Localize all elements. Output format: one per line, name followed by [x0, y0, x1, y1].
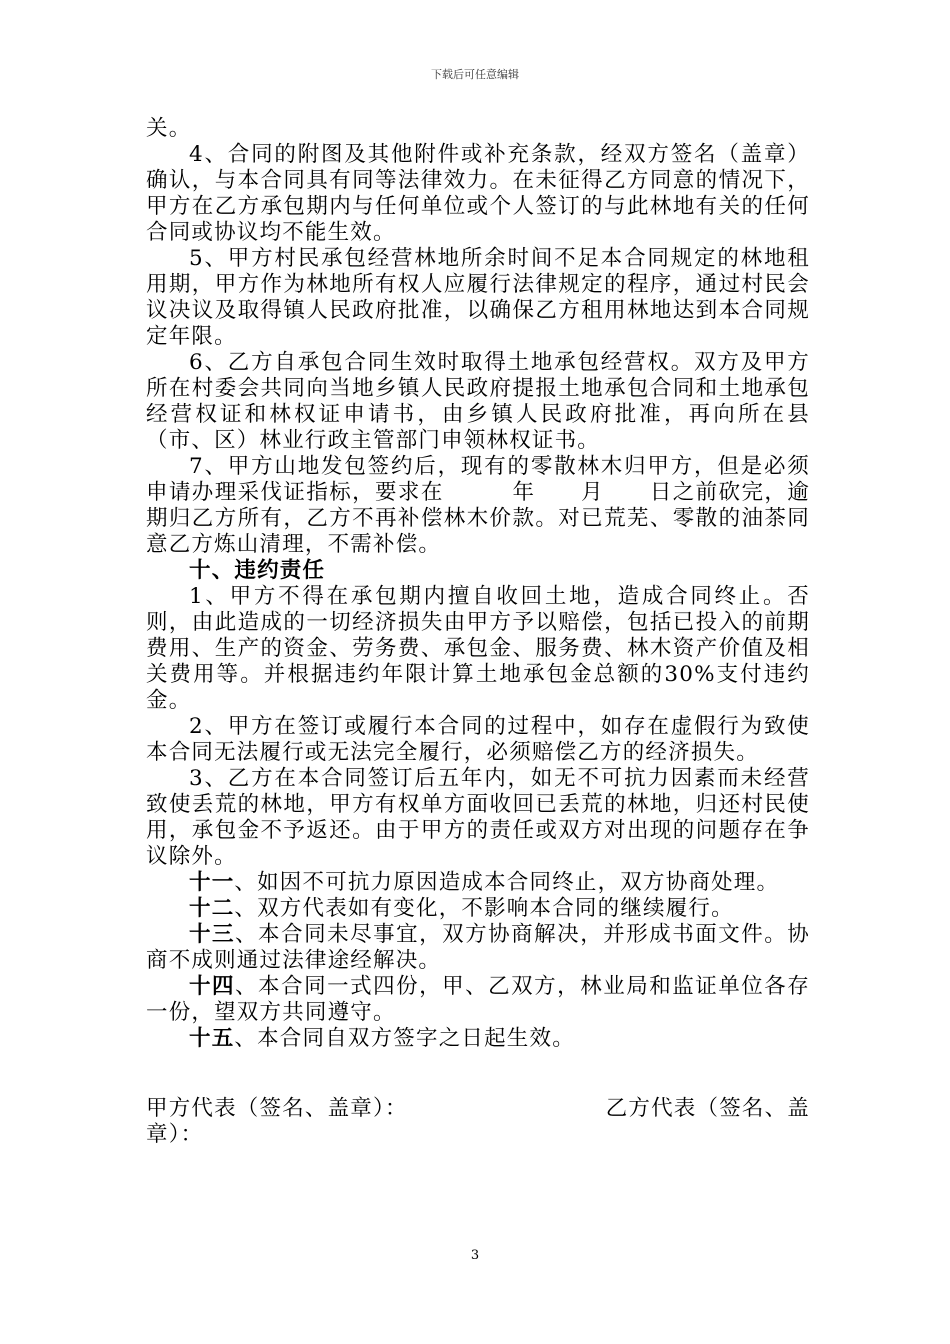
- section-15-text: 、本合同自双方签字之日起生效。: [234, 1026, 575, 1051]
- clause-10-2: 2、甲方在签订或履行本合同的过程中，如存在虚假行为致使本合同无法履行或无法完全履行，必须赔偿乙方的经济损失。: [146, 714, 810, 765]
- page-number: 3: [470, 1248, 480, 1263]
- section-12-label: 十二: [189, 896, 235, 921]
- section-15: [146, 1026, 810, 1052]
- section-11-label: 十一: [189, 870, 235, 895]
- section-13-label: 十三: [189, 922, 236, 947]
- party-b-signature-label: 乙方代表（签名、盖: [605, 1096, 810, 1121]
- page-header: 下载后可任意编辑: [431, 68, 519, 81]
- clause-9-7: 7、甲方山地发包签约后，现有的零散林木归甲方，但是必须申请办理采伐证指标，要求在 年 月 日之前砍完，逾期归乙方所有，乙方不再补偿林木价款。对已荒芜、零散的油茶同意乙方炼山清理，不需补偿。: [146, 454, 810, 557]
- party-b-signature-label-continued: 章）：: [146, 1122, 204, 1147]
- section-12-text: 、双方代表如有变化，不影响本合同的继续履行。: [234, 896, 734, 921]
- section-14-text: 、本合同一式四份，甲、乙双方，林业局和监证单位各存一份，望双方共同遵守。: [146, 974, 810, 1025]
- clause-9-4: 4、合同的附图及其他附件或补充条款，经双方签名（盖章）确认，与本合同具有同等法律效力。在未征得乙方同意的情况下，甲方在乙方承包期内与任何单位或个人签订的与此林地有关的任何合同或协议均不能生效。: [146, 142, 810, 245]
- clause-10-1: 1、甲方不得在承包期内擅自收回土地，造成合同终止。否则，由此造成的一切经济损失由甲方予以赔偿，包括已投入的前期费用、生产的资金、劳务费、承包金、服务费、林木资产价值及相关费用等。并根据违约年限计算土地承包金总额的30%支付违约金。: [146, 584, 810, 713]
- section-14: [146, 974, 810, 1026]
- section-11-text: 、如因不可抗力原因造成本合同终止，双方协商处理。: [234, 870, 780, 895]
- clause-10-3: 3、乙方在本合同签订后五年内，如无不可抗力因素而未经营致使丢荒的林地，甲方有权单方面收回已丢荒的林地，归还村民使用，承包金不予返还。由于甲方的责任或双方对出现的问题存在争议除外。: [146, 766, 810, 869]
- section-13: [146, 922, 810, 974]
- section-14-label: 十四: [189, 974, 236, 999]
- section-10-title: 十、违约责任: [189, 558, 326, 583]
- contract-body: [146, 116, 810, 1052]
- section-13-text: 、本合同未尽事宜，双方协商解决，并形成书面文件。协商不成则通过法律途经解决。: [146, 922, 810, 973]
- clause-9-6: 6、乙方自承包合同生效时取得土地承包经营权。双方及甲方所在村委会共同向当地乡镇人民政府提报土地承包合同和土地承包经营权证和林权证申请书，由乡镇人民政府批准，再向所在县（市、区）林业行政主管部门申领林权证书。: [146, 350, 810, 453]
- signature-row: [146, 1096, 810, 1122]
- section-15-label: 十五: [189, 1026, 235, 1051]
- paragraph-continuation: 关。: [146, 116, 192, 141]
- section-11: [146, 870, 810, 896]
- clause-9-5: 5、甲方村民承包经营林地所余时间不足本合同规定的林地租用期，甲方作为林地所有权人应履行法律规定的程序，通过村民会议决议及取得镇人民政府批准，以确保乙方租用林地达到本合同规定年限。: [146, 246, 810, 349]
- section-12: [146, 896, 810, 922]
- signature-block: [146, 1096, 810, 1148]
- party-a-signature-label: 甲方代表（签名、盖章）：: [146, 1096, 408, 1121]
